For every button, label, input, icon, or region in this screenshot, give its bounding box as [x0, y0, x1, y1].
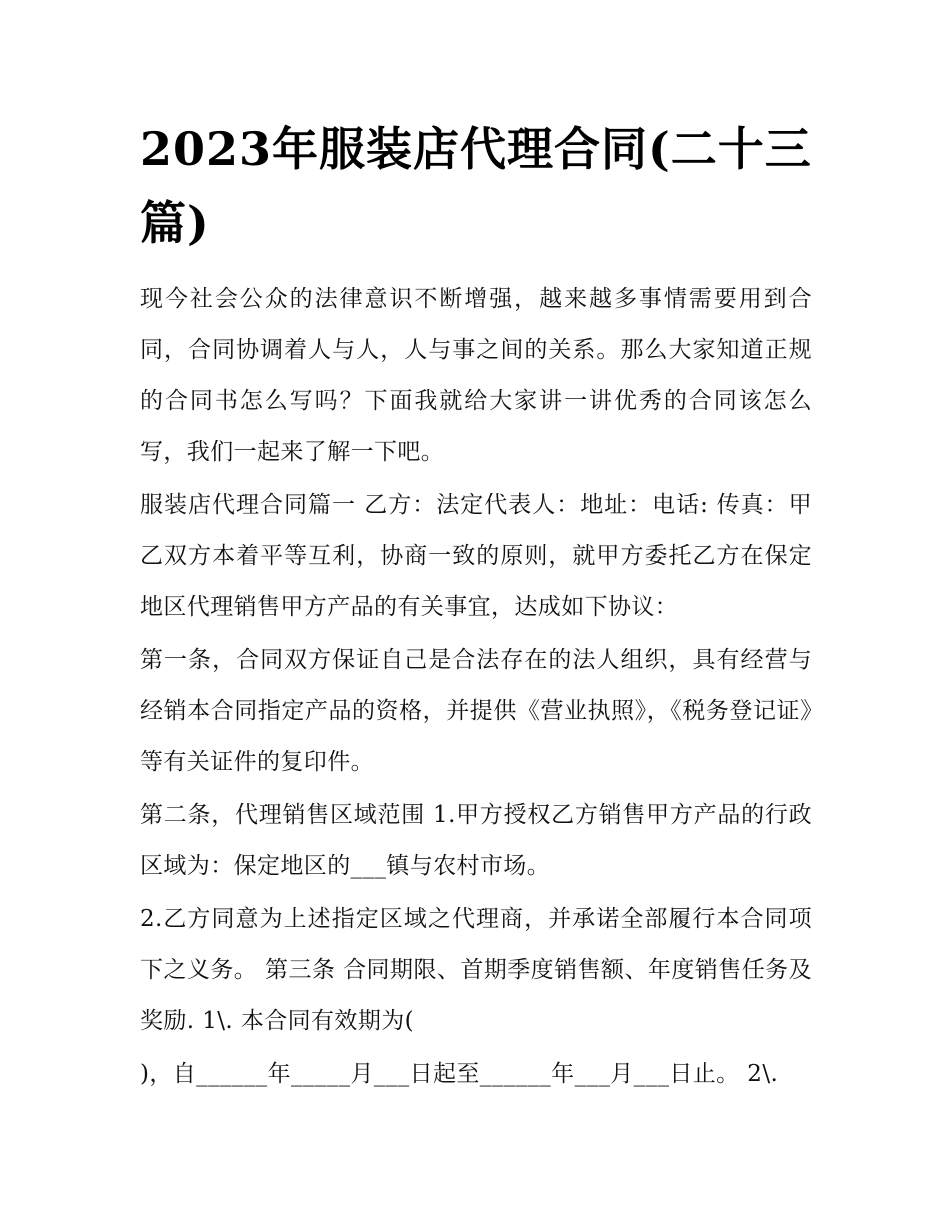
contract-parties-paragraph: 服装店代理合同篇一 乙方：法定代表人：地址：电话: 传真：甲乙双方本着平等互利，协商一致的原则，就甲方委托乙方在保定地区代理销售甲方产品的有关事宜，达成如下协议：	[140, 492, 812, 620]
intro-paragraph: 现今社会公众的法律意识不断增强，越来越多事情需要用到合同，合同协调着人与人，人与事之间的关系。那么大家知道正规的合同书怎么写吗？下面我就给大家讲一讲优秀的合同该怎么写，我们一起来了解一下吧。	[140, 286, 812, 465]
article-one-paragraph: 第一条，合同双方保证自己是合法存在的法人组织，具有经营与经销本合同指定产品的资格，并提供《营业执照》，《税务登记证》等有关证件的复印件。	[140, 647, 812, 775]
article-two-paragraph: 第二条，代理销售区域范围 1.甲方授权乙方销售甲方产品的行政区域为：保定地区的___镇与农村市场。	[140, 802, 812, 879]
document-body	[140, 274, 812, 1102]
article-two-clause-two-paragraph: 2.乙方同意为上述指定区域之代理商，并承诺全部履行本合同项下之义务。 第三条 合同期限、首期季度销售额、年度销售任务及奖励. 1\. 本合同有效期为(	[140, 906, 812, 1034]
document-title: 2023年服装店代理合同(二十三篇)	[140, 122, 812, 250]
contract-term-paragraph: )，自______年_____月___日起至______年___月___日止。 2\.	[140, 1061, 779, 1087]
